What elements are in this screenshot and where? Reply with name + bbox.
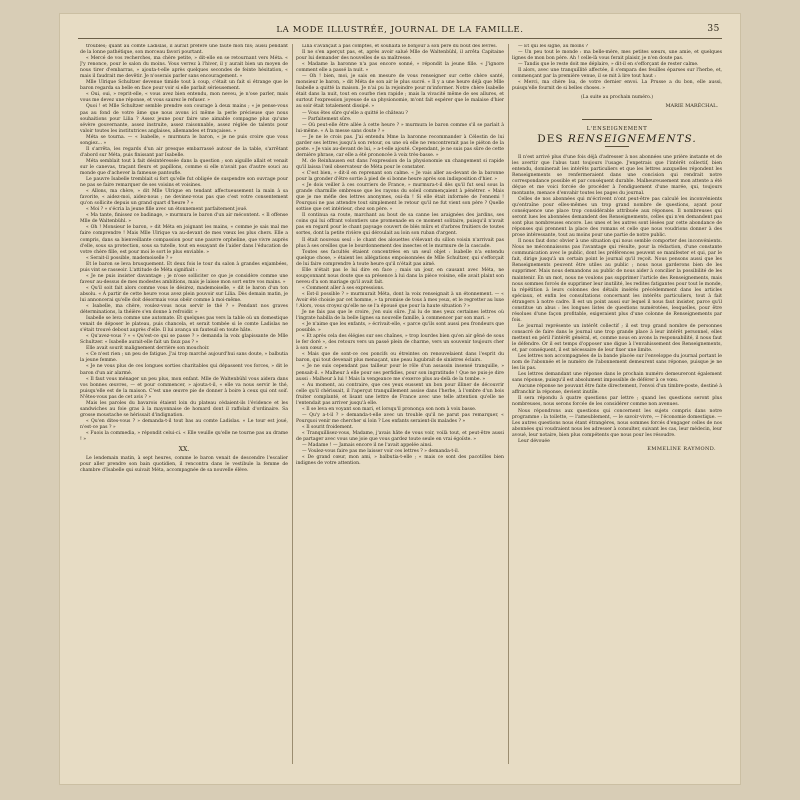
paragraph: Toutes ses facultés étaient concentrées en un seul objet : Isabelle n'a entendu quelque chose, » étaient les allégations empoisonnées de Mlle Schultzer, qui s'efforçait de lui faire comprendre à toute heure qu'il n'était pas aimé.	[296, 249, 504, 267]
column-divider	[508, 44, 509, 764]
paragraph: « Moi ? » s'écria la jeune fille avec un étonnement parfaitement joué.	[86, 207, 248, 213]
column-divider	[292, 44, 293, 764]
article-author: EMMELINE RAYMOND.	[647, 445, 716, 452]
paragraph: « Je dois veiller à ces courriers de France, » murmura-t-il dès qu'il fut seul sous la grande charmille ombreuse que les rayons du soleil commençaient à pénétrer. « Mais que je me méfie des lettres anonymes, oui-da ! Si elle était informée de l'ennemi ! Pourquoi ne pas attendre tout simplement le retour qu'il ne fut vient son père ? Quelle sottise que cet intérieur, chez son père. »	[296, 183, 504, 213]
paragraph: — Oh ! bien, moi, je sais en mesure de vous renseigner sur cette chère santé, monsieur le baron, » dit Méta de son air le plus sucré. « Il y a une heure déjà que Mlle Isabelle a quitté la maison. Je n'ai pu la rejoindre pour m'informer. Notre chère Isabelle était dans la nuit, tout en courbe rien rapide ; mais la vivacité même de ses allures, et surtout l'expression joyeuse de sa physionomie, m'ont fait espérer que le malaise d'hier au soir était totalement dissipé. »	[296, 74, 504, 110]
column-1-text-after-chapter	[80, 456, 288, 474]
paragraph: « Ma tante, finissez ce badinage, » murmura le baron d'un air mécontent. « Il offense Mlle de Waltenbühl. »	[80, 213, 288, 225]
page-header	[78, 24, 722, 39]
chapter-heading: XX.	[178, 446, 190, 454]
column-2	[296, 44, 504, 764]
paragraph: — Tandis que le reste doit me déplaire, » dit-il en s'efforçant de rester calme.	[518, 62, 699, 68]
paragraph: « Au moment, au contraire, que ces yeux eussent un bon pour illiner de découvrir celle qu'il chérissait, il l'aperçut tranquillement assise dans l'herbe, à l'ombre d'un bois fruiter complanté, et lisant une lettre de France avec une telle attention qu'elle ne l'entendait pas arriver jusqu'à elle.	[296, 382, 504, 406]
paragraph: Et le baron se leva brusquement. Et deux fois le tour du salon à grandes enjambées, puis vint se rasseoir. L'attitude de Méta signifiait :	[80, 261, 288, 273]
paragraph: Le lendemain matin, à sept heures, comme le baron venait de descendre l'escalier pour aller prendre son bain quotidien, il rencontra dans le vestibule la femme de chambre d'Isabelle qui suivait Méta, accompagnée de sa nouvelle élève.	[80, 456, 288, 474]
paragraph: « Comment aller à ses expressions.	[302, 285, 385, 291]
paragraph: Le pauvre Isabelle tremblait si fort qu'elle fut obligée de suspendre son ouvrage pour ne pas se faire remarquer de ses voisins et voisines.	[80, 177, 288, 189]
paragraph: « Et après cela des élégies sur ses chaînes, » trop lourdes bien qu'en air gêné de sous le fer doré », des retours vers un passé plein de charme, vers un souvenir toujours cher à son cœur. »	[296, 334, 504, 352]
paragraph: Il sera répondu à quatre questions par lettre ; quand les questions seront plus nombreuses, nous serons forcée de les considérer comme non avenues.	[512, 396, 722, 408]
paragraph: « Je n'aime que les enfants, » écrivait-elle, « parce qu'ils sont aussi peu frondeurs que possible. »	[296, 322, 504, 334]
column-3-text	[512, 44, 722, 92]
paragraph: « C'est bien, » dit-il en reprenant son calme. « Je vais aller au-devant de la baronne pour la gronder d'être sortie à pied de si bonne heure après son indisposition d'hier. »	[296, 170, 504, 183]
paragraph: Nous répondrons aux questions qui concernent les sujets compris dans notre programme : la toilette, — l'ameublement, — le savoir-vivre, — l'économie domestique. — Les autres questions nous étant étrangères, nous sommes forcés d'engager celles de nos abonnées qui voudraient nous les adresser à consulter, suivant les cas, leur médecin, leur avoué, leur notaire, bien plus compétents que nous pour les résoudre.	[512, 408, 722, 438]
paragraph: — Voulez-vous faire pas me laisser voir ces lettres ? » demanda-t-il.	[302, 449, 460, 455]
section-title-prefix: DES	[537, 132, 568, 145]
paragraph: « Il faut vous ménager un peu plus, mon enfant. Mlle de Waltenbühl vous aidera dans vos bonnes œuvres, — et pour commencer, » ajouta-t-il, « elle va nous servir le thé, puisqu'elle est de la maison. C'est une œuvre pie de donner à boire à ceux qui ont soif. N'êtes-vous pas de cet avis ? »	[80, 376, 288, 400]
paragraph: « Isabelle, ma chère, voulez-vous nous servir le thé ? » Pendant nos graves déterminations, la théière s'en donne à refroidir. »	[80, 304, 288, 316]
paragraph: Il était nouveau seul : le chant des alouettes s'élevant du sillon voisin n'arrivait pas plus à ses oreilles que le bourdonnement des insectes et le murmure de la cascade.	[296, 237, 504, 249]
paragraph: — Parfaitement sûre.	[302, 116, 352, 122]
paragraph: Il ne s'en aperçut pas, et, après avoir salué Mlle de Waltenbühl, il arrêta Capitaine pour lui demander des nouvelles de sa maîtresse.	[296, 50, 504, 62]
section-title-rule	[605, 146, 629, 147]
column-1	[80, 44, 288, 764]
paragraph: « Madame la baronne n'a pas encore sonné, » répondit la jeune fille. « J'ignore comment elle a passé la nuit. »	[296, 62, 504, 74]
section-label: L'ENSEIGNEMENT	[586, 126, 648, 133]
paragraph: « Est-il possible ? » murmurait Méta, dont la voix renseignait à un étonnement. — « Avoir été choisie par cet homme, » ta promise de tous à mes yeux, et le regretter au luxe ! Alors, vous croyez qu'elle ne se l'a épousé que pour la haute situation ? »	[296, 291, 504, 310]
paragraph: Je ne fais pas que le croire, j'en suis sûre. J'ai lu de mes yeux certaines lettres où l'ingrate habilla de la belle lignes sa nouvelle famille, à commencer par son mari. »	[296, 310, 504, 322]
section-separator	[582, 119, 652, 120]
page-number: 35	[707, 24, 720, 34]
paragraph: « Mais que de sont-ce ces poncifs ou étreintes on renouvelaient dans l'esprit du baron, qui tout devenait plus menaçant, une peau lugubrait de sinistres éclairs.	[296, 352, 504, 364]
paragraph: « Ce n'est rien ; un peu de fatigue. J'ai trop marché aujourd'hui sans doute, » balbutia la jeune femme.	[80, 352, 288, 364]
paragraph: Les lettres demandant une réponse dans le prochain numéro demeureront également sans réponse, puisqu'il est absolument impossible de déférer à ce vœu.	[512, 372, 722, 384]
paragraph: Il s'arrêta, les regards d'un air presque embarrassé autour de la table, s'arrêtant d'abord sur Méta, puis finissant par Isabelle.	[80, 146, 288, 158]
paragraph: Leur dévouée	[518, 438, 550, 444]
paragraph: Méta semblait tout à fait désintéressée dans la question ; son aiguille allait et venait sur le canevas, traçant fleurs et papillons, comme si elle n'avait pas d'autre souci au monde que d'achever la fameuse pantoufle.	[80, 158, 288, 176]
paragraph: Il nous faut donc obvier à une situation qui nous semble comporter des inconvénients. Nous ne méconnaissons pas l'avantage qui résulte, pour la rédaction, d'une constante communication avec le public, dont les préférences peuvent se manifester et qui, par le fait, dirige jusqu'à un certain point le journal qu'il reçoit. Nous pensons aussi que les Renseignements peuvent être utiles au public ; nous nous garderons bien de les supprimer. Mais nous demandons au public de nous aider à concilier la possibilité de les maintenir. En un mot, nous ne voulons pas supprimer l'article des Renseignements, mais nous sommes forcés de supprimer leur inutilité, les redites fatigantes pour tout le monde, la répétition à leurs colonnes des détails insérés précédemment dans les articles spéciaux, et enfin les consultations concernant les intérêts particuliers, tout à fait étrangers à notre cadre. Il est un point aussi sur lequel il nous faut insister, parce qu'il constitue un abus : les longues listes de questions numérotées, lesquelles, pour être résolues d'une façon profitable, exigeraient plus d'une colonne de Renseignements par fois.	[512, 239, 722, 323]
newspaper-page	[60, 14, 740, 784]
paragraph: Elle avait sourit malignement derrière son mouchoir.	[86, 346, 210, 352]
continuation-note: (La suite au prochain numéro.)	[580, 95, 654, 101]
paragraph: — Où peut-elle être allée à cette heure ? » murmura le baron comme s'il se parlait à lui-même. « A la messe sans doute ? »	[296, 122, 504, 134]
paragraph: « De grand cœur, mon ami, » balbutia-t-elle ; « mais ce sont des pacotilles bien indignes de votre attention.	[296, 455, 504, 467]
paragraph: Lilia s'avançait à pas comptés, et souhaita le bonjour à son père du bout des lèvres.	[302, 44, 498, 49]
paragraph: — Et qui les signe, au moins ?	[518, 44, 588, 49]
paragraph: troublés; quant au comte Ladislas, il aurait préféré une faute mon fils; aussi pendant de la lonne pathétique, son morceau favori pourtant.	[80, 44, 288, 56]
paragraph: « Oh ! Monsieur le baron, » dit Méta en joignant les mains, « comme je sais mal me faire comprendre ! Mais Mlle Ulrique va au-devant de mes vœux les plus chers. Elle a compris, dans sa bienveillante compassion pour une pauvre orpheline, que vivre auprès d'elle, sous sa protection, sous sa tutelle, tout en essayant de l'aider dans l'éducation de votre chère fille, est pour moi le sort le plus enviable. »	[80, 225, 288, 255]
author-signature: MARIE MARÉCHAL.	[665, 103, 718, 110]
paragraph: — Je ne le crois pas. J'ai entendu Mme la baronne recommander à Célestin de lui garder ses lettres jusqu'à son retour, ou une où elle ne rencontrerait pas le piéton de la poste. » Je vais au-devant de lui, » a-t-elle ajouté. Cependant, je ne suis pas sûre de cette dernière phrase, car elle a été prononcée à voix très-basse. »	[296, 134, 504, 158]
paragraph: — Vous êtes sûre qu'elle a quitté le château ?	[302, 110, 408, 116]
paragraph: Celles de nos abonnées qui m'écrivent n'ont peut-être pas calculé les inconvénients qu'entraîne pour elles-mêmes un trop grand nombre de questions, ayant pour conséquence une place trop considérable attribuée aux réponses. Il nombreuses qui seront lues les abonnées demandent des Renseignements, celles qui n'en demandent pas sont plus nombreuses encore. Les unes et les autres sont lésées par cette abondance de réponses qui prennent la place des romans et celle que nous voudrions donner à des prose intéressante, tout au moins pour une partie de notre public.	[512, 196, 722, 239]
paragraph: — Qu'y a-t-il ? » demanda-t-elle avec un trouble qu'il ne parut pas remarquer, « Pourquoi venir me chercher si loin ? Les enfants seraient-ils malades ? »	[296, 412, 504, 424]
paragraph: « Fuois la commedia, » répondit celui-ci. « Elle veuille qu'elle ne tourne pas au drame ! »	[80, 431, 288, 443]
journal-title: LA MODE ILLUSTRÉE, JOURNAL DE LA FAMILLE.	[276, 25, 524, 35]
paragraph: Aucune réponse ne pouvant être faite directement, l'envoi d'un timbre-poste, destiné à affranchir la réponse, devient inutile.	[512, 384, 722, 396]
paragraph: « Allons, ma chère, » dit Mlle Ulrique en tendant affectueusement la main à sa favorite, « aidez-moi, aidez-nous ; ne devinez-vous pas que c'est votre consentement qu'on sollicite depuis un grand quart d'heure ? »	[80, 189, 288, 207]
paragraph: Méta se tourna. — « Isabelle, » murmura le baron, « je ne puis croire que vous songiez... »	[80, 134, 288, 146]
paragraph: Le journal représente un intérêt collectif ; il est trop grand nombre de personnes consacré de faire dans le journal une trop grande place à leur intérêt personnel, elles mettent en péril l'intérêt général, et, comme nous en avons la responsabilité, il nous faut le défendre. Or il est temps d'opposer une digue à l'envahissement des Renseignements, et, par conséquent, il est nécessaire de leur fixer une limite.	[512, 323, 722, 354]
paragraph: Elle n'était pas le lui dire en face ; mais un jour, en causant avec Méta, ne soupçonnant nous doute que sa présence à lui dans la pièce voisine, elle avait plaint son neveu d'a son mariage qu'il avait fait.	[296, 267, 504, 285]
paragraph: — Un peu tout le monde : ma belle-mère, mes petites sœurs, une amie, et quelques lignes de mon bon père. Ah ! celle-là vous ferait plaisir, je n'en doute pas.	[512, 50, 722, 62]
section-title-italic: RENSEIGNEMENTS.	[567, 132, 697, 145]
paragraph: « Serait-il possible, mademoiselle ? »	[86, 255, 173, 261]
paragraph: Mlle Ulrique Schultzer devenue timide tout à coup, c'était un fait si étrange que le baron regarda sa belle en face pour voir si elle parlait sérieusement.	[80, 80, 288, 92]
paragraph: « Merci, ma chère Isa, de votre dernier envoi. La Prusse a du bon, elle aussi, puisqu'elle fournit de si belles choses. »	[512, 80, 722, 92]
paragraph: « Qu'en dites-vous ? » demanda-t-il tout bas au comte Ladislas. « Le tour est joué, n'est-ce pas ? »	[80, 418, 288, 430]
paragraph: Il n'est arrivé plus d'une fois déjà d'adresser à nos abonnées une prière instante et de les avertir que l'abus tant toujours l'usage. J'enpetrais que l'intérêt collectif, bien entendu, dominerait les intérêts particuliers et que les lettres auxquelles répondent les Renseignements se renfermeraient dans une concision qui rendrait notre correspondance possible et par conséquent durable. Malheureusement mon attente a été déçue et me voici forcée de procéder à l'endiguement d'une marée, qui, toujours montante, menace d'envahir toutes les pages du journal.	[512, 154, 722, 196]
paragraph: « Je ne suis cependant pas tailleur pour le rôle d'un assassin insensé tranquille, » pensait-il. « Malheur à elle pour ses perfidies, pour son ingratitude ! Que ne puis-je dire aussi : Malheur à lui ! Mais la vengeance me s'exerce plus au-delà de la tombe. »	[296, 364, 504, 382]
paragraph: M. de Reinhausen eut dans l'expression de la physionomie un changement si rapide qu'il laissa l'œil observateur de Méta pour le constater.	[296, 158, 504, 170]
paragraph: Isabelle se leva comme une automate. Et quelques pas vers la table où un domestique venait de déposer le plateau, puis chancela, et serait tombée si le comte Ladislas ne s'était trouvé debout auprès d'elle. Il lui avança un fauteuil en toute hâte.	[80, 316, 288, 334]
paragraph: Il alors, avec une tranquillité affectée, il s'empara des feuilles éparses sur l'herbe, et, commençant par la première venue, il se mit à lire tout haut :	[512, 68, 722, 80]
paragraph: Mais les paroles du bavarois étaient loin du plateau cédaient-ils l'évidence et les sandwiches au foie gras à la mayonnaise de homard dont il raffolait d'ordinaire. Sa grosse moustache se hérissait d'indignation.	[80, 400, 288, 418]
column-1-text	[80, 44, 288, 443]
paragraph: « Qu'avez-vous ? » « Qu'est-ce qui se passe ? » demanda la voix glapissante de Mlle Schultzer. « Isabelle aurait-elle fait un faux pas ? »	[80, 334, 288, 346]
paragraph: Les lettres non accompagnées de la bande placée sur l'enveloppe du journal portant le nom de l'abonnée et le numéro de l'abonnement demeurent sans réponse, puisque je ne les lis pas.	[512, 354, 722, 372]
paragraph: « Mercé de vos recherches, ma chère petite, » dit-elle en se retournant vers Méta. « J'y renonce, pour le salon du moins. Vous verrez à l'hiver, il y aurait bien un moyen de nous tirer d'embarras, » ajouta-t-elle après quelques secondes de feinte hésitation, « mais il faudrait me devêtir. Je n'oserais parler sans encouragement. »	[80, 56, 288, 80]
paragraph: « Tranquillisez-vous, Madame, j'avais hâte de vous voir, voilà tout, et peut-être aussi de partager avec vous une joie que vous gardez toute seule en vrai égoïste. »	[296, 431, 504, 443]
column-3	[512, 44, 722, 764]
paragraph: — Madame ! — Jamais encore il ne l'avait appelée ainsi.	[302, 443, 433, 449]
section-title	[512, 132, 722, 145]
paragraph: « Je ne vous plus de ces longues sorties charitables qui dépassent vos forces, » dit le baron d'un air alarmé.	[80, 364, 288, 376]
column-3-article-text	[512, 155, 722, 445]
paragraph: « Il sourit froidement.	[302, 424, 354, 430]
paragraph: « Il se leva en voyant son mari, et lorsqu'il prononça son nom à voix basse.	[302, 406, 477, 412]
paragraph: « Oui, oui, » reprit-elle, « vous avez bien entendu, mon neveu, je n'ose parler, mais vous me devez une réponse, et vous saurez le refuser. »	[80, 92, 288, 104]
column-2-text	[296, 44, 504, 467]
paragraph: « Je ne puis insister davantage ; je n'ose solliciter ce que je considère comme une faveur au-dessus de mes modestes ambitions, mais je laisse mon sort entre vos mains. »	[80, 273, 288, 285]
paragraph: Il continua sa route, marchant au bout de sa canne les araignées des jardins, ses coins qui lui offrant volontiers une promenade en ce moment solitaire, puisqu'il n'avait pas en regard pour le chant paysage couvert de blés mûrs et d'arbres fruitiers de toutes sortes, dont la petite rivière qui déroulait au loin son ruban d'argent.	[296, 213, 504, 237]
paragraph: « Qu'il soit fait alors comme vous le désirez, mademoiselle, » dit le baron d'un ton absolu. « À partir de cette heure vous avez plein pouvoir sur Lilia. Dès demain matin, je lui annoncerai qu'elle doit désormais vous obéir comme à moi-même.	[80, 285, 288, 303]
paragraph: Quoi ! et Mlle Schultzer semble prendre son courage à deux mains ; « je pense-vous pas au fond de votre âme que nous avons ici même la perle précieuse que nous souhaitions pour Lilia ? Assez jeune pour faire une aimable compagne plus qu'une sévère gouvernante, assez instruite, assez raisonnable, assez réglée de talents pour valoir toutes les institutrices anglaises, allemandes et françaises. »	[80, 104, 288, 134]
